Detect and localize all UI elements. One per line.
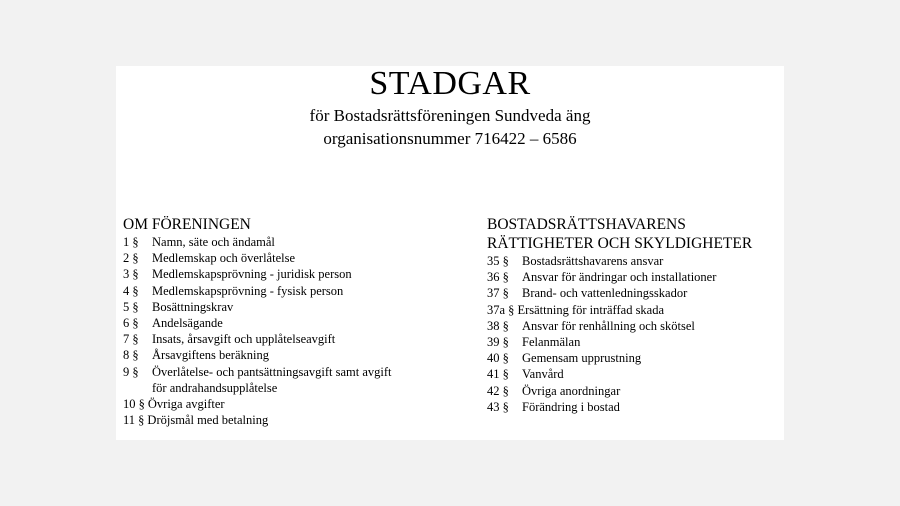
toc-item-number: 11 § — [123, 413, 145, 428]
toc-item-title: Felanmälan — [522, 335, 581, 350]
toc-item-number: 42 § — [487, 383, 509, 398]
toc-list-right — [487, 253, 782, 415]
toc-item-title: Bosättningskrav — [152, 299, 234, 314]
toc-item-title: Medlemskapsprövning - juridisk person — [152, 267, 352, 282]
toc-item-title: Gemensam upprustning — [522, 351, 642, 366]
toc-item-number: 7 § — [123, 332, 139, 347]
toc-item — [487, 334, 782, 350]
toc-item-title: Övriga anordningar — [522, 383, 621, 398]
organization-number: organisationsnummer 716422 – 6586 — [323, 129, 577, 148]
toc-item — [123, 299, 453, 315]
document-title: STADGAR — [369, 65, 531, 102]
section-heading-line1: BOSTADSRÄTTSHAVARENS — [487, 216, 686, 233]
document-page — [116, 66, 784, 440]
toc-item-number: 6 § — [123, 316, 139, 331]
toc-item-number: 8 § — [123, 348, 139, 363]
toc-item — [487, 399, 782, 415]
toc-item-title: Andelsägande — [152, 316, 223, 331]
toc-item-number: 1 § — [123, 235, 139, 249]
toc-item — [123, 283, 453, 299]
toc-item-title: Dröjsmål med betalning — [147, 413, 269, 428]
toc-item-title: Ansvar för renhållning och skötsel — [522, 318, 695, 333]
toc-item-number: 43 § — [487, 399, 509, 414]
toc-item-number: 10 § — [123, 397, 145, 412]
document-subtitle: för Bostadsrättsföreningen Sundveda äng — [309, 106, 591, 125]
toc-item — [487, 302, 782, 318]
toc-item — [123, 396, 453, 412]
toc-item — [123, 266, 453, 282]
toc-item-title-line1: Överlåtelse- och pantsättningsavgift samt avgift — [152, 364, 392, 379]
toc-item-number: 9 § — [123, 364, 139, 379]
toc-item — [123, 250, 453, 266]
section-heading-line2: RÄTTIGHETER OCH SKYLDIGHETER — [487, 235, 753, 252]
toc-item-title: Bostadsrättshavarens ansvar — [522, 254, 664, 268]
section-heading-om-foreningen: OM FÖRENINGEN — [123, 216, 251, 233]
toc-item-title: Namn, säte och ändamål — [152, 235, 275, 249]
toc-item-number: 37a § — [487, 302, 515, 317]
toc-item-title: Vanvård — [522, 367, 564, 382]
section-heading-rattigheter — [487, 215, 782, 253]
toc-item — [487, 350, 782, 366]
toc-item-title: Medlemskapsprövning - fysisk person — [152, 283, 344, 298]
toc-item-title: Medlemskap och överlåtelse — [152, 251, 296, 266]
toc-item-title-line2: för andrahandsupplåtelse — [152, 380, 278, 395]
toc-item — [123, 234, 453, 250]
toc-list-left — [123, 234, 453, 428]
toc-right-column — [487, 215, 782, 415]
toc-item-title: Årsavgiftens beräkning — [152, 348, 269, 363]
toc-item-title: Förändring i bostad — [522, 399, 620, 414]
toc-item — [487, 318, 782, 334]
toc-item-number: 3 § — [123, 267, 139, 282]
toc-left-column — [123, 215, 453, 428]
toc-item — [123, 364, 453, 396]
toc-item-number: 39 § — [487, 335, 509, 350]
toc-item-title — [152, 364, 453, 396]
toc-item-title: Insats, årsavgift och upplåtelseavgift — [152, 332, 336, 347]
toc-item-number: 40 § — [487, 351, 509, 366]
toc-item — [487, 285, 782, 301]
toc-item-number: 38 § — [487, 318, 509, 333]
toc-item-number: 41 § — [487, 367, 509, 382]
toc-item — [123, 315, 453, 331]
toc-item-number: 4 § — [123, 283, 139, 298]
toc-item-number: 35 § — [487, 254, 509, 268]
toc-item — [487, 383, 782, 399]
toc-item-number: 37 § — [487, 286, 509, 301]
toc-item-number: 2 § — [123, 251, 139, 266]
toc-item-number: 36 § — [487, 270, 509, 285]
toc-item — [123, 347, 453, 363]
toc-item — [487, 366, 782, 382]
toc-item-title: Övriga avgifter — [147, 397, 225, 412]
toc-item-title: Ersättning för inträffad skada — [517, 302, 665, 317]
toc-item-number: 5 § — [123, 299, 139, 314]
toc-item — [123, 331, 453, 347]
toc-item — [487, 269, 782, 285]
toc-item-title: Brand- och vattenledningsskador — [522, 286, 688, 301]
toc-item — [123, 412, 453, 428]
toc-item — [487, 253, 782, 269]
toc-item-title: Ansvar för ändringar och installationer — [522, 270, 717, 285]
